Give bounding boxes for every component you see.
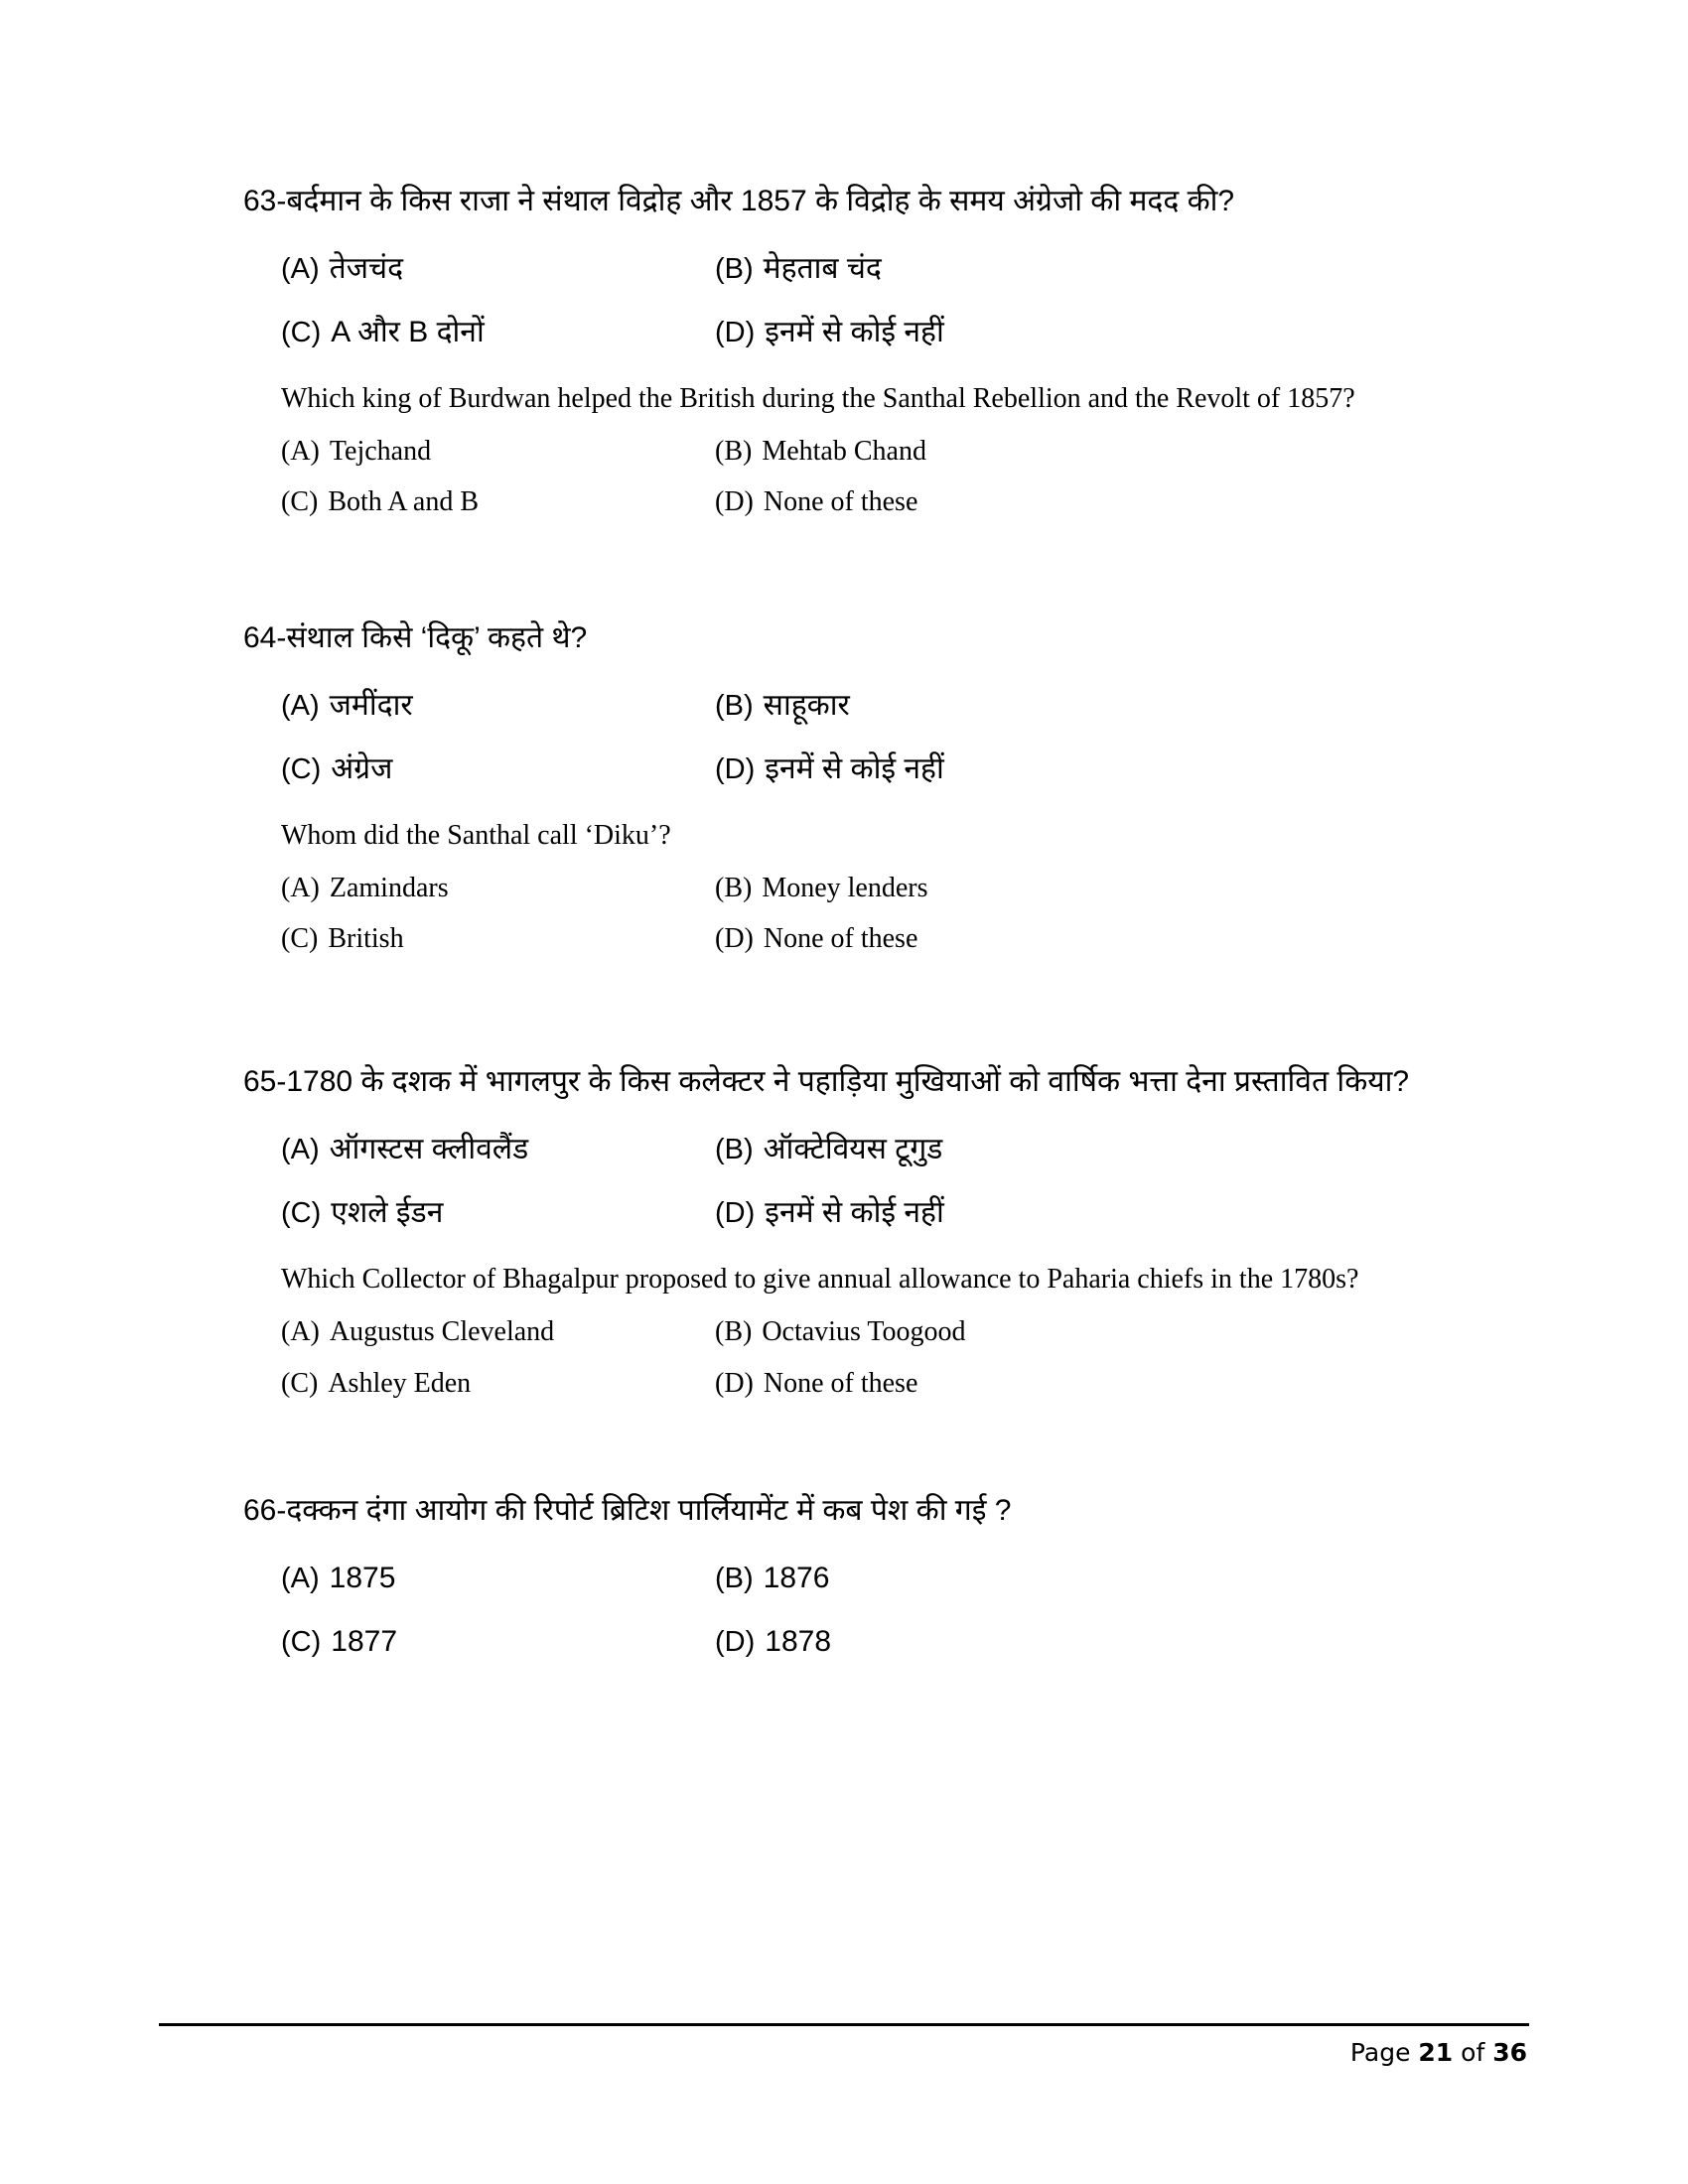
question-64-options-english (281, 869, 1489, 958)
question-63-option-d-english[interactable] (715, 482, 1489, 521)
option-key: (D) (715, 1367, 754, 1399)
question-64-option-b-hindi[interactable] (715, 685, 1489, 727)
option-key: (C) (281, 1625, 322, 1658)
question-64-option-a-english[interactable] (281, 869, 715, 907)
question-66-number: 66- (243, 1493, 287, 1527)
option-key: (C) (281, 317, 322, 348)
option-row (281, 685, 1489, 727)
question-65-option-b-english[interactable] (715, 1312, 1489, 1351)
option-key: (D) (715, 752, 756, 785)
option-key: (A) (281, 872, 320, 903)
question-64-options-hindi (281, 685, 1489, 790)
question-64-option-a-hindi[interactable] (281, 685, 715, 727)
option-label: A और B दोनों (331, 316, 485, 348)
option-label: 1876 (763, 1561, 830, 1594)
option-key: (D) (715, 486, 754, 518)
page-footer (159, 2023, 1529, 2067)
question-66-stem-hindi (243, 1490, 1489, 1532)
question-63-option-d-hindi[interactable] (715, 312, 1489, 353)
question-63-stem-english: Which king of Burdwan helped the British during the Santhal Rebellion and the Revolt of 1857? (281, 383, 1355, 414)
question-65-stem-hindi (243, 1061, 1489, 1103)
question-63-option-b-english[interactable] (715, 432, 1489, 471)
question-65-option-d-hindi[interactable] (715, 1192, 1489, 1234)
option-label: 1877 (331, 1624, 398, 1658)
page-number-indicator (159, 2026, 1529, 2067)
question-64-number: 64- (243, 620, 287, 654)
option-label: अंग्रेज (331, 751, 393, 785)
question-66-option-b-hindi[interactable] (715, 1558, 1489, 1599)
option-row (281, 869, 1489, 907)
option-key: (B) (715, 872, 753, 903)
footer-total-pages: 36 (1492, 2038, 1527, 2067)
question-63-options-hindi (281, 248, 1489, 353)
option-label: None of these (763, 922, 918, 954)
question-64-stem-english: Whom did the Santhal call ‘Diku’? (281, 819, 671, 851)
questions-container (243, 181, 1489, 1663)
option-label: ऑक्टेवियस टूगुड (763, 1133, 943, 1166)
option-row (281, 1129, 1489, 1170)
question-65-options-english (281, 1312, 1489, 1402)
question-65-option-a-english[interactable] (281, 1312, 715, 1351)
option-row (281, 1364, 1489, 1403)
option-label: Octavius Toogood (762, 1316, 966, 1348)
option-label: इनमें से कोई नहीं (765, 751, 944, 785)
option-row (281, 919, 1489, 958)
question-65-number: 65- (243, 1065, 287, 1099)
option-key: (C) (281, 922, 319, 954)
option-key: (C) (281, 486, 319, 518)
question-65-option-c-hindi[interactable] (281, 1192, 715, 1234)
question-64-stem-hindi (243, 617, 1489, 659)
question-64-option-d-english[interactable] (715, 919, 1489, 958)
question-65-stem-english: Which Collector of Bhagalpur proposed to give annual allowance to Paharia chiefs in the 1780s? (281, 1264, 1359, 1296)
option-label: Money lenders (762, 872, 928, 903)
option-key: (B) (715, 1134, 754, 1166)
option-key: (A) (281, 1562, 320, 1594)
option-key: (A) (281, 1134, 320, 1166)
option-row (281, 1621, 1489, 1663)
question-65-options-hindi (281, 1129, 1489, 1234)
option-key: (D) (715, 317, 756, 348)
question-65-option-d-english[interactable] (715, 1364, 1489, 1403)
option-row (281, 1558, 1489, 1599)
option-key: (C) (281, 752, 322, 785)
option-label: Ashley Eden (328, 1367, 472, 1399)
question-64-option-c-english[interactable] (281, 919, 715, 958)
option-row (281, 248, 1489, 290)
option-label: जमींदार (329, 688, 413, 722)
question-63-option-c-english[interactable] (281, 482, 715, 521)
option-label: British (328, 922, 404, 954)
footer-current-page: 21 (1418, 2038, 1454, 2067)
option-key: (D) (715, 1625, 756, 1658)
question-64-option-b-english[interactable] (715, 869, 1489, 907)
option-label: 1878 (765, 1624, 832, 1658)
question-65-stem-hindi-text: 1780 के दशक में भागलपुर के किस कलेक्टर ने पहाड़िया मुखियाओं को वार्षिक भत्ता देना प्रस्तावित किया? (286, 1065, 1410, 1099)
option-row (281, 312, 1489, 353)
option-key: (A) (281, 253, 320, 285)
option-label: Zamindars (329, 872, 449, 903)
option-key: (A) (281, 689, 320, 722)
question-66-option-a-hindi[interactable] (281, 1558, 715, 1599)
question-63-option-a-hindi[interactable] (281, 248, 715, 290)
question-63-stem-hindi (243, 181, 1489, 222)
question-64-option-c-hindi[interactable] (281, 749, 715, 790)
question-64-option-d-hindi[interactable] (715, 749, 1489, 790)
option-key: (D) (715, 922, 754, 954)
question-66-option-d-hindi[interactable] (715, 1621, 1489, 1663)
option-label: None of these (763, 486, 918, 518)
option-label: Tejchand (329, 436, 432, 468)
option-label: मेहताब चंद (763, 252, 882, 285)
option-label: इनमें से कोई नहीं (765, 1196, 944, 1230)
option-label: Augustus Cleveland (329, 1316, 555, 1348)
question-65-option-b-hindi[interactable] (715, 1129, 1489, 1170)
question-65 (243, 1061, 1489, 1403)
option-key: (D) (715, 1197, 756, 1230)
option-label: 1875 (329, 1561, 396, 1594)
question-64 (243, 617, 1489, 959)
option-key: (C) (281, 1367, 319, 1399)
question-63-option-c-hindi[interactable] (281, 312, 715, 353)
option-key: (C) (281, 1197, 322, 1230)
option-key: (A) (281, 436, 320, 468)
question-63-option-b-hindi[interactable] (715, 248, 1489, 290)
option-key: (B) (715, 253, 754, 285)
question-63 (243, 181, 1489, 522)
question-63-option-a-english[interactable] (281, 432, 715, 471)
option-key: (B) (715, 1316, 753, 1348)
option-row (281, 1192, 1489, 1234)
footer-page-middle: of (1453, 2038, 1493, 2067)
option-label: ऑगस्टस क्लीवलैंड (329, 1133, 529, 1166)
option-key: (B) (715, 689, 754, 722)
question-66-options-hindi (281, 1558, 1489, 1663)
option-label: इनमें से कोई नहीं (765, 316, 944, 348)
option-label: None of these (763, 1367, 918, 1399)
question-66 (243, 1490, 1489, 1663)
question-63-options-english (281, 432, 1489, 521)
option-label: तेजचंद (329, 252, 404, 285)
option-key: (B) (715, 1562, 754, 1594)
option-label: Both A and B (328, 486, 480, 518)
question-65-option-a-hindi[interactable] (281, 1129, 715, 1170)
option-key: (A) (281, 1316, 320, 1348)
option-key: (B) (715, 436, 753, 468)
option-row (281, 432, 1489, 471)
question-63-number: 63- (243, 185, 287, 217)
question-63-stem-hindi-text: बर्दमान के किस राजा ने संथाल विद्रोह और 1857 के विद्रोह के समय अंग्रेजो की मदद की? (286, 185, 1235, 217)
option-label: साहूकार (763, 688, 850, 722)
question-66-option-c-hindi[interactable] (281, 1621, 715, 1663)
option-row (281, 749, 1489, 790)
question-65-option-c-english[interactable] (281, 1364, 715, 1403)
question-66-stem-hindi-text: दक्कन दंगा आयोग की रिपोर्ट ब्रिटिश पार्लियामेंट में कब पेश की गई ? (286, 1493, 1012, 1527)
option-row (281, 482, 1489, 521)
question-64-stem-hindi-text: संथाल किसे ‘दिकू’ कहते थे? (286, 620, 588, 654)
option-label: एशले ईडन (331, 1196, 444, 1230)
option-label: Mehtab Chand (762, 436, 926, 468)
option-row (281, 1312, 1489, 1351)
footer-page-prefix: Page (1349, 2038, 1419, 2067)
